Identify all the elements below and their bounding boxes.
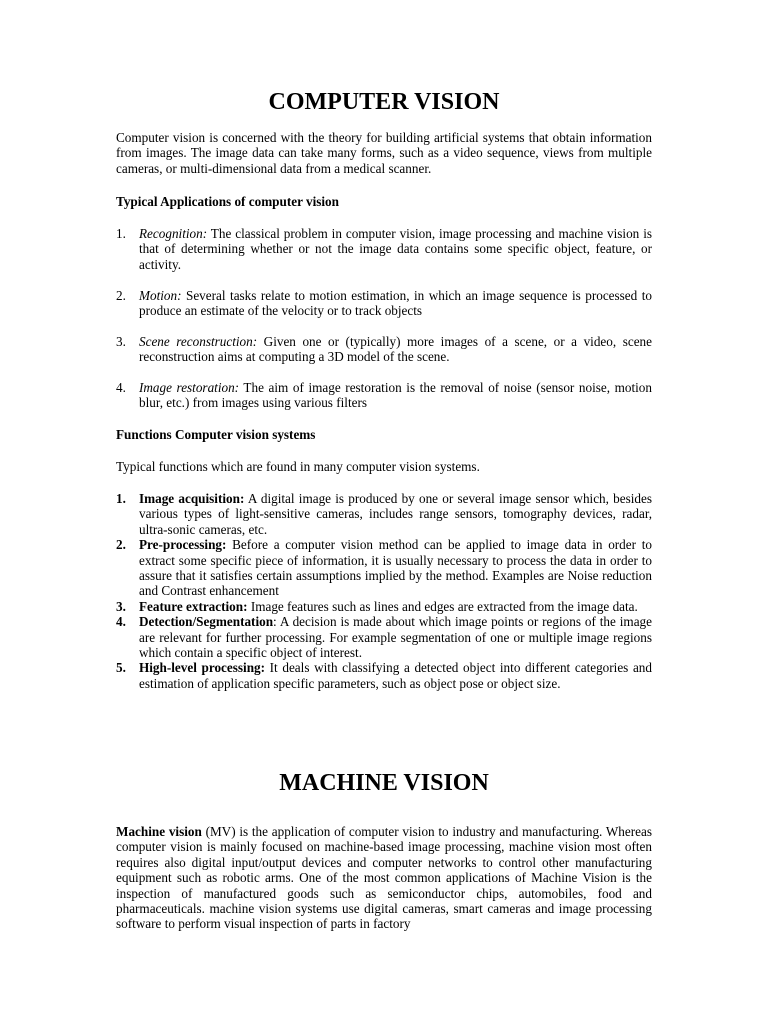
list-item — [116, 599, 652, 614]
computer-vision-intro: Computer vision is concerned with the theory for building artificial systems that obtain information from images. The image data can take many forms, such as a video sequence, views from multiple cameras, or multi-dimensional data from a medical scanner. — [116, 130, 652, 176]
list-item — [116, 491, 652, 537]
applications-list — [116, 226, 652, 426]
item-term: Image acquisition: — [139, 491, 245, 506]
item-text: Several tasks relate to motion estimation, in which an image sequence is processed to produce an estimate of the velocity or to track objects — [139, 287, 652, 319]
item-term: Recognition: — [139, 226, 208, 241]
item-text: It deals with classifying a detected object into different categories and estimation of application specific parameters, such as object pose or object size. — [139, 660, 652, 691]
item-number: 4. — [116, 614, 126, 630]
lead-term: Machine vision — [116, 824, 202, 839]
item-term: Pre-processing: — [139, 537, 227, 553]
paragraph-text: (MV) is the application of computer vision to industry and manufacturing. Whereas computer vision is mainly focused on machine-based image processing, machine vision most often requires also digital input/output devices and computer networks to control other manufacturing equipment such as robotic arms. One of the most common applications of Machine Vision is the inspection of manufactured goods such as semiconductor chips, automobiles, food and pharmaceuticals. machine vision systems use digital cameras, smart cameras and image processing software to perform visual inspection of parts in factory — [116, 824, 652, 932]
item-text: The aim of image restoration is the removal of noise (sensor noise, motion blur, etc.) from images using various filters — [139, 380, 652, 411]
item-term: Scene reconstruction: — [139, 333, 258, 349]
item-term: Feature extraction: — [139, 598, 248, 614]
item-text: Image features such as lines and edges are extracted from the image data. — [247, 598, 638, 614]
item-number: 5. — [116, 660, 126, 676]
item-number: 2. — [116, 537, 126, 553]
list-item — [116, 226, 652, 272]
item-text: The classical problem in computer vision, image processing and machine vision is that of determining whether or not the image data contains some specific object, feature, or activity. — [139, 226, 652, 272]
list-item — [116, 380, 652, 411]
item-term: Motion: — [139, 287, 182, 303]
functions-list — [116, 491, 652, 691]
applications-heading: Typical Applications of computer vision — [116, 194, 339, 209]
item-term: High-level processing: — [139, 660, 266, 676]
functions-heading: Functions Computer vision systems — [116, 427, 316, 442]
list-item — [116, 614, 652, 660]
item-term: Detection/Segmentation — [139, 614, 274, 630]
computer-vision-title: COMPUTER VISION — [268, 89, 500, 115]
list-item — [116, 660, 652, 691]
item-text: : A decision is made about which image points or regions of the image are relevant for further processing. For example segmentation of one or multiple image regions which contain a specific object of interest. — [139, 614, 652, 661]
list-item — [116, 288, 652, 319]
machine-vision-paragraph — [116, 824, 652, 932]
item-number: 1. — [116, 491, 126, 506]
machine-vision-title: MACHINE VISION — [279, 770, 489, 796]
list-item — [116, 334, 652, 365]
item-number: 3. — [116, 333, 126, 349]
item-term: Image restoration: — [139, 380, 240, 396]
item-text: Before a computer vision method can be applied to image data in order to extract some specific piece of information, it is usually necessary to process the data in order to assure that it satisfies certain assumptions implied by the method. Examples are Noise reduction and Contrast enhancement — [139, 537, 652, 599]
item-number: 1. — [116, 226, 126, 241]
item-text: Given one or (typically) more images of a scene, or a video, scene reconstruction aims at computing a 3D model of the scene. — [139, 333, 652, 365]
list-item — [116, 537, 652, 599]
item-number: 4. — [116, 380, 126, 396]
item-text: A digital image is produced by one or several image sensor which, besides various types of light-sensitive cameras, includes range sensors, tomography devices, radar, ultra-sonic cameras, etc. — [139, 491, 653, 537]
item-number: 3. — [116, 598, 126, 614]
item-number: 2. — [116, 287, 126, 303]
functions-intro: Typical functions which are found in many computer vision systems. — [116, 459, 480, 474]
